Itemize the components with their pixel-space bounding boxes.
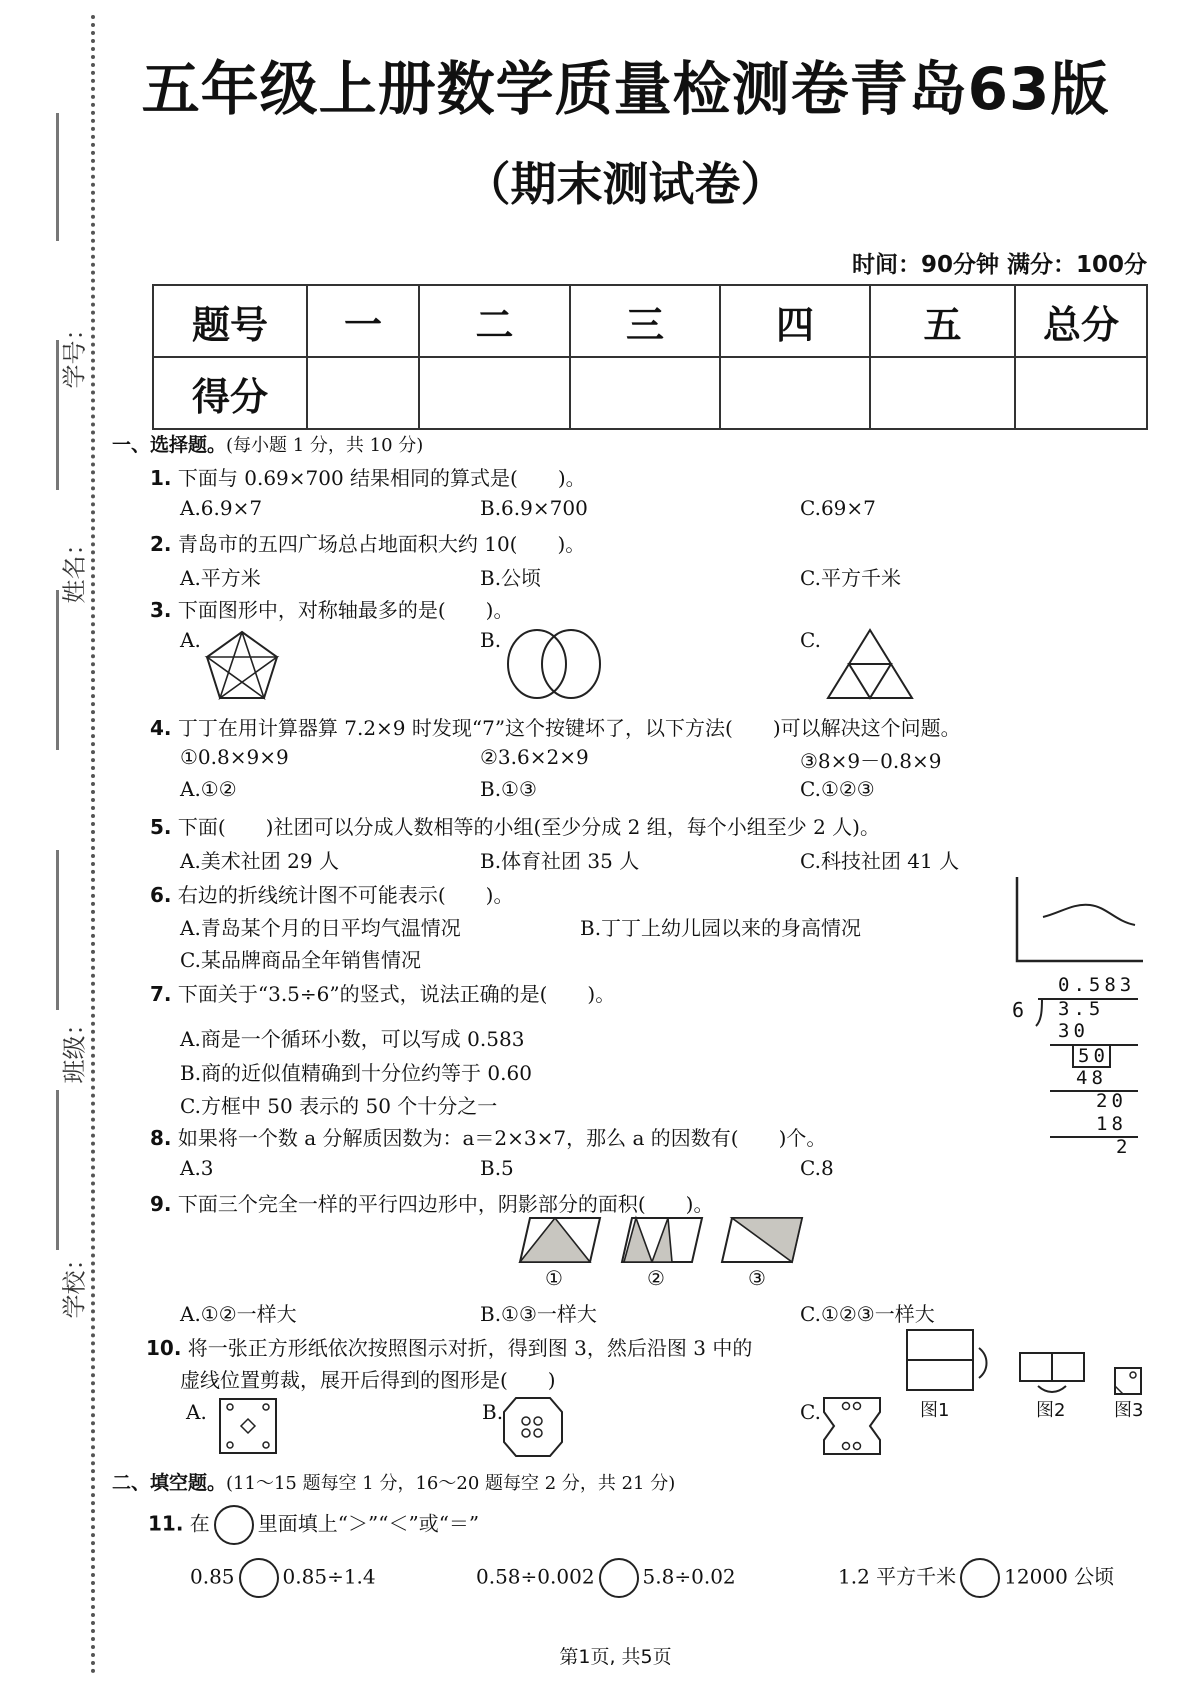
time-info: 时间：90分钟 满分：100分 xyxy=(851,252,1147,278)
q4-method-2: ②3.6×2×9 xyxy=(480,745,589,769)
compare-blank[interactable] xyxy=(960,1558,1000,1598)
q9-option-a[interactable]: A.①②一样大 xyxy=(180,1302,297,1326)
header-cell: 二 xyxy=(419,285,570,357)
q1-option-b[interactable]: B.6.9×700 xyxy=(480,496,588,520)
question-text: 将一张正方形纸依次按照图示对折，得到图 3，然后沿图 3 中的 xyxy=(187,1336,753,1360)
q2-option-a[interactable]: A.平方米 xyxy=(180,566,261,590)
q10-option-a[interactable]: A. xyxy=(186,1400,207,1424)
long-division-figure xyxy=(1010,968,1140,1158)
q9-option-b[interactable]: B.①③一样大 xyxy=(480,1302,597,1326)
division-step: 18 xyxy=(1096,1113,1127,1135)
q10-option-b[interactable]: B. xyxy=(482,1400,504,1424)
score-cell[interactable] xyxy=(419,357,570,429)
score-table-header-row xyxy=(153,285,1147,357)
q7-option-c[interactable]: C.方框中 50 表示的 50 个十分之一 xyxy=(180,1094,498,1118)
score-cell[interactable] xyxy=(870,357,1015,429)
q9-option-c[interactable]: C.①②③一样大 xyxy=(800,1302,935,1326)
q8-option-b[interactable]: B.5 xyxy=(480,1156,514,1180)
q3-option-b[interactable]: B. xyxy=(480,628,502,652)
page-subtitle: （期末测试卷） xyxy=(464,157,787,211)
q2-option-c[interactable]: C.平方千米 xyxy=(800,566,901,590)
parallelograms-figure xyxy=(518,1216,808,1264)
division-bracket xyxy=(1036,998,1044,1028)
q7-option-b[interactable]: B.商的近似值精确到十分位约等于 0.60 xyxy=(180,1061,532,1085)
fig-label: ① xyxy=(545,1266,563,1290)
subdivided-triangle-icon xyxy=(825,628,915,700)
fig-label: ③ xyxy=(748,1266,766,1290)
q3-option-a[interactable]: A. xyxy=(180,628,201,652)
question-8: 8. 如果将一个数 a 分解质因数为：a＝2×3×7，那么 a 的因数有( )个。 xyxy=(150,1126,827,1150)
pentagon-star-icon xyxy=(205,630,280,700)
q5-option-b[interactable]: B.体育社团 35 人 xyxy=(480,849,640,873)
question-9: 9. 下面三个完全一样的平行四边形中，阴影部分的面积( )。 xyxy=(150,1192,714,1216)
question-text: 下面关于“3.5÷6”的竖式，说法正确的是( )。 xyxy=(177,982,616,1006)
score-cell[interactable] xyxy=(720,357,870,429)
page-number: 第1页, 共5页 xyxy=(559,1646,672,1668)
divisor: 6 xyxy=(1012,998,1029,1022)
class-line-2[interactable] xyxy=(56,850,59,1010)
score-table xyxy=(152,284,1148,430)
cut-shape-c-icon xyxy=(822,1396,884,1456)
name-line[interactable] xyxy=(56,340,59,490)
q4-option-c[interactable]: C.①②③ xyxy=(800,777,875,801)
question-11: 11. 在 里面填上“＞”“＜”或“＝” xyxy=(148,1505,479,1545)
q8-option-c[interactable]: C.8 xyxy=(800,1156,834,1180)
q6-option-c[interactable]: C.某品牌商品全年销售情况 xyxy=(180,948,421,972)
score-cell[interactable] xyxy=(1015,357,1147,429)
question-text: 右边的折线统计图不可能表示( )。 xyxy=(177,883,514,907)
cut-shape-b-icon xyxy=(502,1396,564,1458)
header-cell: 总分 xyxy=(1015,285,1147,357)
question-5: 5. 下面( )社团可以分成人数相等的小组(至少分成 2 组，每个小组至少 2 人)。 xyxy=(150,815,880,839)
question-3: 3. 下面图形中，对称轴最多的是( )。 xyxy=(150,598,514,622)
q6-option-b[interactable]: B.丁丁上幼儿园以来的身高情况 xyxy=(580,916,862,940)
q5-option-a[interactable]: A.美术社团 29 人 xyxy=(180,849,339,873)
section1-title: 一、选择题。 xyxy=(112,434,227,456)
cut-line-dashed xyxy=(91,15,95,1675)
question-text: 下面三个完全一样的平行四边形中，阴影部分的面积( )。 xyxy=(177,1192,714,1216)
compare-blank[interactable] xyxy=(599,1558,639,1598)
q6-option-a[interactable]: A.青岛某个月的日平均气温情况 xyxy=(180,916,461,940)
q3-option-c[interactable]: C. xyxy=(800,628,821,652)
q11-item-2: 0.58÷0.002 5.8÷0.02 xyxy=(476,1558,736,1598)
question-text: 下面( )社团可以分成人数相等的小组(至少分成 2 组，每个小组至少 2 人)。 xyxy=(177,815,880,839)
two-overlapping-circles-icon xyxy=(505,628,605,700)
header-cell: 五 xyxy=(870,285,1015,357)
question-2: 2. 青岛市的五四广场总占地面积大约 10( )。 xyxy=(150,532,586,556)
q11-item-3: 1.2 平方千米 12000 公顷 xyxy=(838,1558,1114,1598)
q7-option-a[interactable]: A.商是一个循环小数，可以写成 0.583 xyxy=(180,1027,525,1051)
fig-label: 图3 xyxy=(1114,1400,1144,1421)
q4-method-3: ③8×9－0.8×9 xyxy=(800,749,942,773)
division-step: 20 xyxy=(1096,1090,1127,1112)
q2-option-b[interactable]: B.公顷 xyxy=(480,566,542,590)
section1-note: (每小题 1 分，共 10 分) xyxy=(226,435,424,456)
question-6: 6. 右边的折线统计图不可能表示( )。 xyxy=(150,883,514,907)
fig-label: 图1 xyxy=(920,1400,950,1421)
boxed-remainder: 50 xyxy=(1072,1044,1111,1068)
q1-option-a[interactable]: A.6.9×7 xyxy=(180,496,263,520)
q4-method-1: ①0.8×9×9 xyxy=(180,745,289,769)
q5-option-c[interactable]: C.科技社团 41 人 xyxy=(800,849,960,873)
school-label: 学校： xyxy=(60,1246,89,1319)
division-step: 48 xyxy=(1076,1067,1107,1089)
quotient: 0.583 xyxy=(1058,974,1136,996)
header-cell: 题号 xyxy=(153,285,307,357)
q11-item-1: 0.85 0.85÷1.4 xyxy=(190,1558,376,1598)
dividend: 3.5 xyxy=(1058,998,1105,1020)
question-1: 1. 下面与 0.69×700 结果相同的算式是( )。 xyxy=(150,466,586,490)
cut-shape-a-icon xyxy=(218,1397,278,1455)
score-cell[interactable] xyxy=(307,357,419,429)
question-10: 10. 将一张正方形纸依次按照图示对折，得到图 3，然后沿图 3 中的 xyxy=(146,1336,753,1360)
folding-steps-figure xyxy=(905,1328,1155,1394)
score-cell[interactable] xyxy=(570,357,720,429)
score-table-score-row xyxy=(153,357,1147,429)
division-remainder: 2 xyxy=(1116,1136,1132,1158)
header-cell: 三 xyxy=(570,285,720,357)
q10-option-c[interactable]: C. xyxy=(800,1400,821,1424)
header-cell: 一 xyxy=(307,285,419,357)
division-step: 30 xyxy=(1058,1020,1089,1042)
line-chart-icon xyxy=(1015,875,1145,965)
section2-note: (11～15 题每空 1 分，16～20 题每空 2 分，共 21 分) xyxy=(226,1473,676,1494)
question-10-line2: 虚线位置剪裁，展开后得到的图形是( ) xyxy=(180,1368,556,1392)
question-text: 青岛市的五四广场总占地面积大约 10( )。 xyxy=(177,532,586,556)
question-text: 丁丁在用计算器算 7.2×9 时发现“7”这个按键坏了，以下方法( )可以解决这个问题。 xyxy=(177,716,961,740)
fig-label: ② xyxy=(647,1266,665,1290)
name-line-2[interactable] xyxy=(56,590,59,750)
q4-option-a[interactable]: A.①② xyxy=(180,777,237,801)
header-cell: 四 xyxy=(720,285,870,357)
class-label: 班级： xyxy=(60,1011,89,1084)
question-7: 7. 下面关于“3.5÷6”的竖式，说法正确的是( )。 xyxy=(150,982,616,1006)
compare-blank[interactable] xyxy=(239,1558,279,1598)
section2-title: 二、填空题。 xyxy=(112,1472,227,1494)
q4-option-b[interactable]: B.①③ xyxy=(480,777,537,801)
q8-option-a[interactable]: A.3 xyxy=(180,1156,214,1180)
fig-label: 图2 xyxy=(1036,1400,1066,1421)
question-text: 如果将一个数 a 分解质因数为：a＝2×3×7，那么 a 的因数有( )个。 xyxy=(177,1126,827,1150)
name-label: 姓名： xyxy=(60,531,89,604)
question-4: 4. 丁丁在用计算器算 7.2×9 时发现“7”这个按键坏了，以下方法( )可以解决这个问题。 xyxy=(150,716,961,740)
q1-option-c[interactable]: C.69×7 xyxy=(800,496,876,520)
score-row-label: 得分 xyxy=(153,357,307,429)
circle-icon xyxy=(214,1505,254,1545)
class-line[interactable] xyxy=(56,1090,59,1250)
question-text: 下面图形中，对称轴最多的是( )。 xyxy=(177,598,514,622)
question-text: 下面与 0.69×700 结果相同的算式是( )。 xyxy=(177,466,586,490)
section1-heading xyxy=(112,430,423,457)
page-title: 五年级上册数学质量检测卷青岛63版 xyxy=(141,55,1110,123)
student-id-label: 学号： xyxy=(60,316,89,389)
section2-heading xyxy=(112,1468,675,1495)
